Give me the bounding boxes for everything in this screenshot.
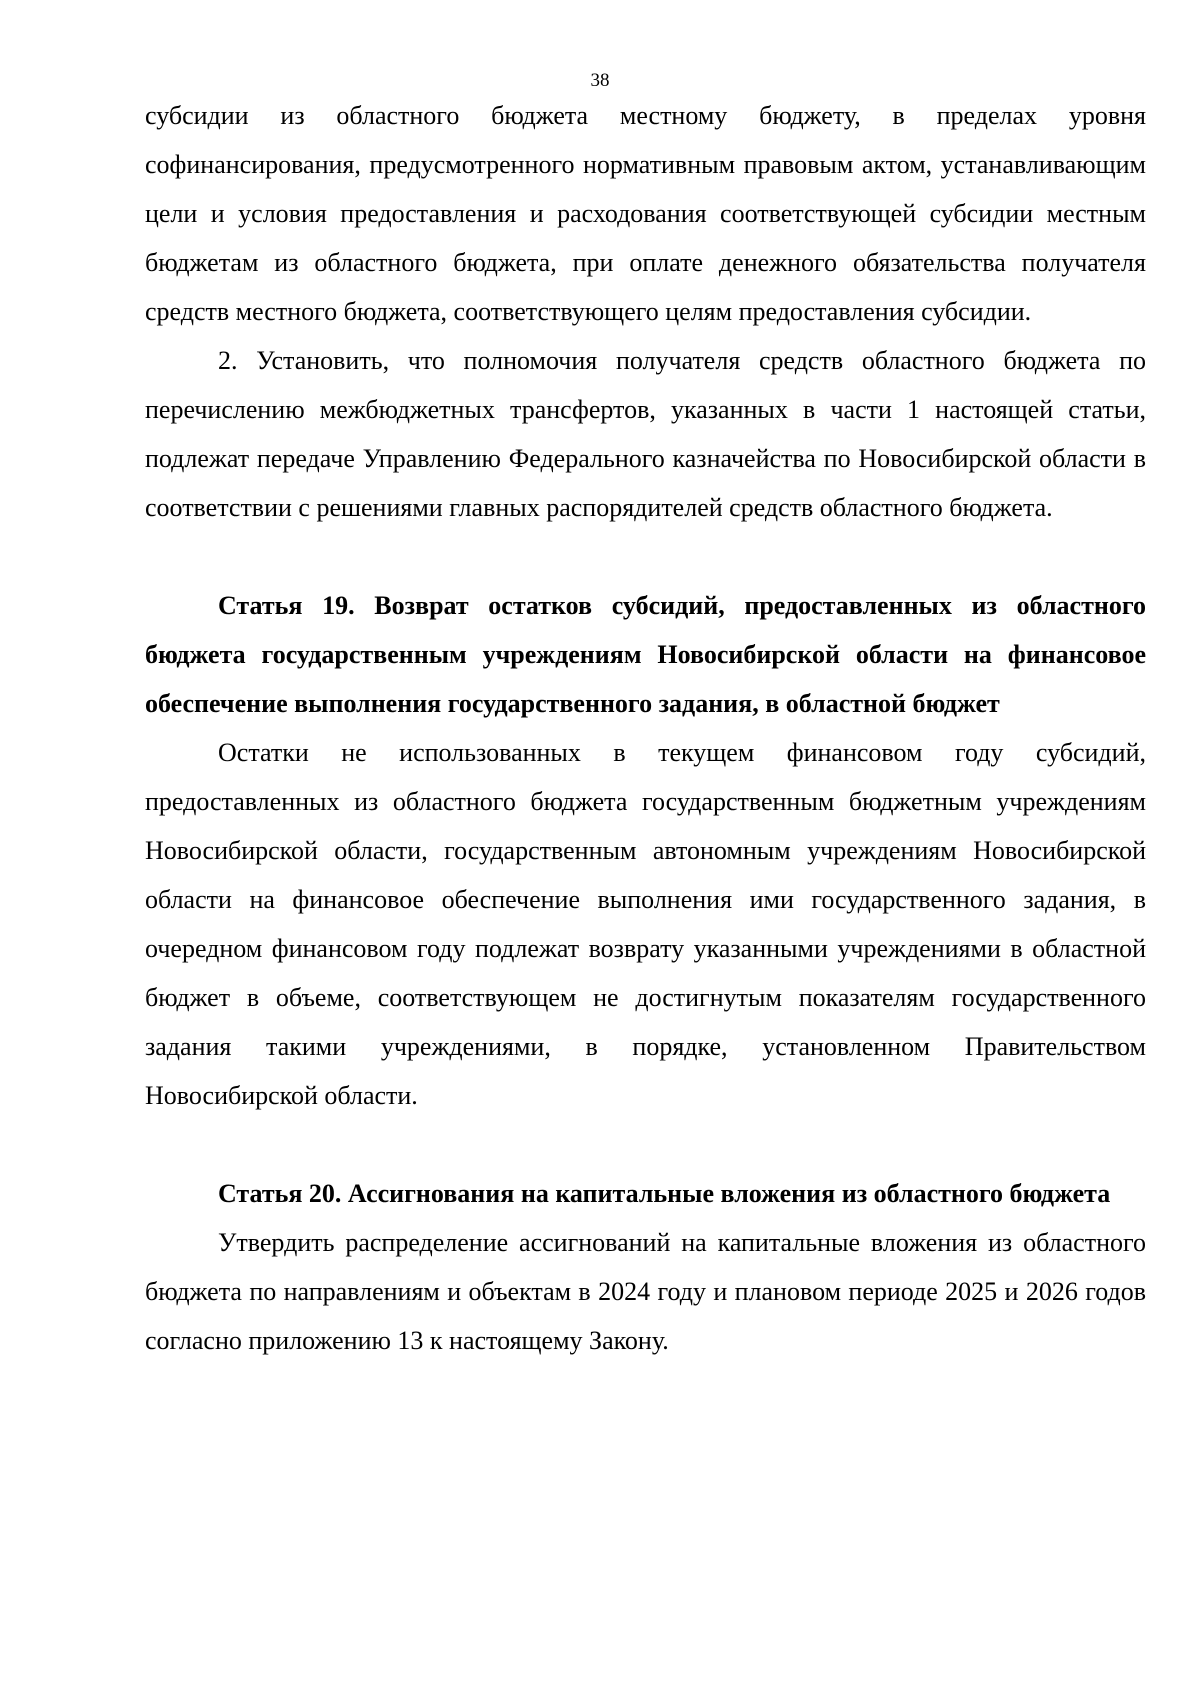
document-body <box>145 91 1146 1365</box>
page-number: 38 <box>590 70 610 91</box>
article-19-paragraph: Остатки не использованных в текущем финансовом году субсидий, предоставленных из областного бюджета государственным бюджетным учреждениям Новосибирской области, государственным автономным учреждениям Новосибирской области на финансовое обеспечение выполнения ими государственного задания, в очередном финансовом году подлежат возврату указанными учреждениями в областной бюджет в объеме, соответствующем не достигнутым показателям государственного задания такими учреждениями, в порядке, установленном Правительством Новосибирской области. <box>145 738 1146 1110</box>
continuation-paragraph: субсидии из областного бюджета местному бюджету, в пределах уровня софинансирования, предусмотренного нормативным правовым актом, устанавливающим цели и условия предоставления и расходования соответствующей субсидии местным бюджетам из областного бюджета, при оплате денежного обязательства получателя средств местного бюджета, соответствующего целям предоставления субсидии. <box>145 101 1146 326</box>
article-20-paragraph: Утвердить распределение ассигнований на капитальные вложения из областного бюджета по направлениям и объектам в 2024 году и плановом периоде 2025 и 2026 годов согласно приложению 13 к настоящему Закону. <box>145 1228 1146 1355</box>
article-20-heading: Статья 20. Ассигнования на капитальные вложения из областного бюджета <box>218 1179 1111 1208</box>
clause-2-paragraph: 2. Установить, что полномочия получателя средств областного бюджета по перечислению межбюджетных трансфертов, указанных в части 1 настоящей статьи, подлежат передаче Управлению Федерального казначейства по Новосибирской области в соответствии с решениями главных распорядителей средств областного бюджета. <box>145 346 1146 522</box>
article-19-heading: Статья 19. Возврат остатков субсидий, предоставленных из областного бюджета государственным учреждениям Новосибирской области на финансовое обеспечение выполнения государственного задания, в областной бюджет <box>145 591 1146 718</box>
